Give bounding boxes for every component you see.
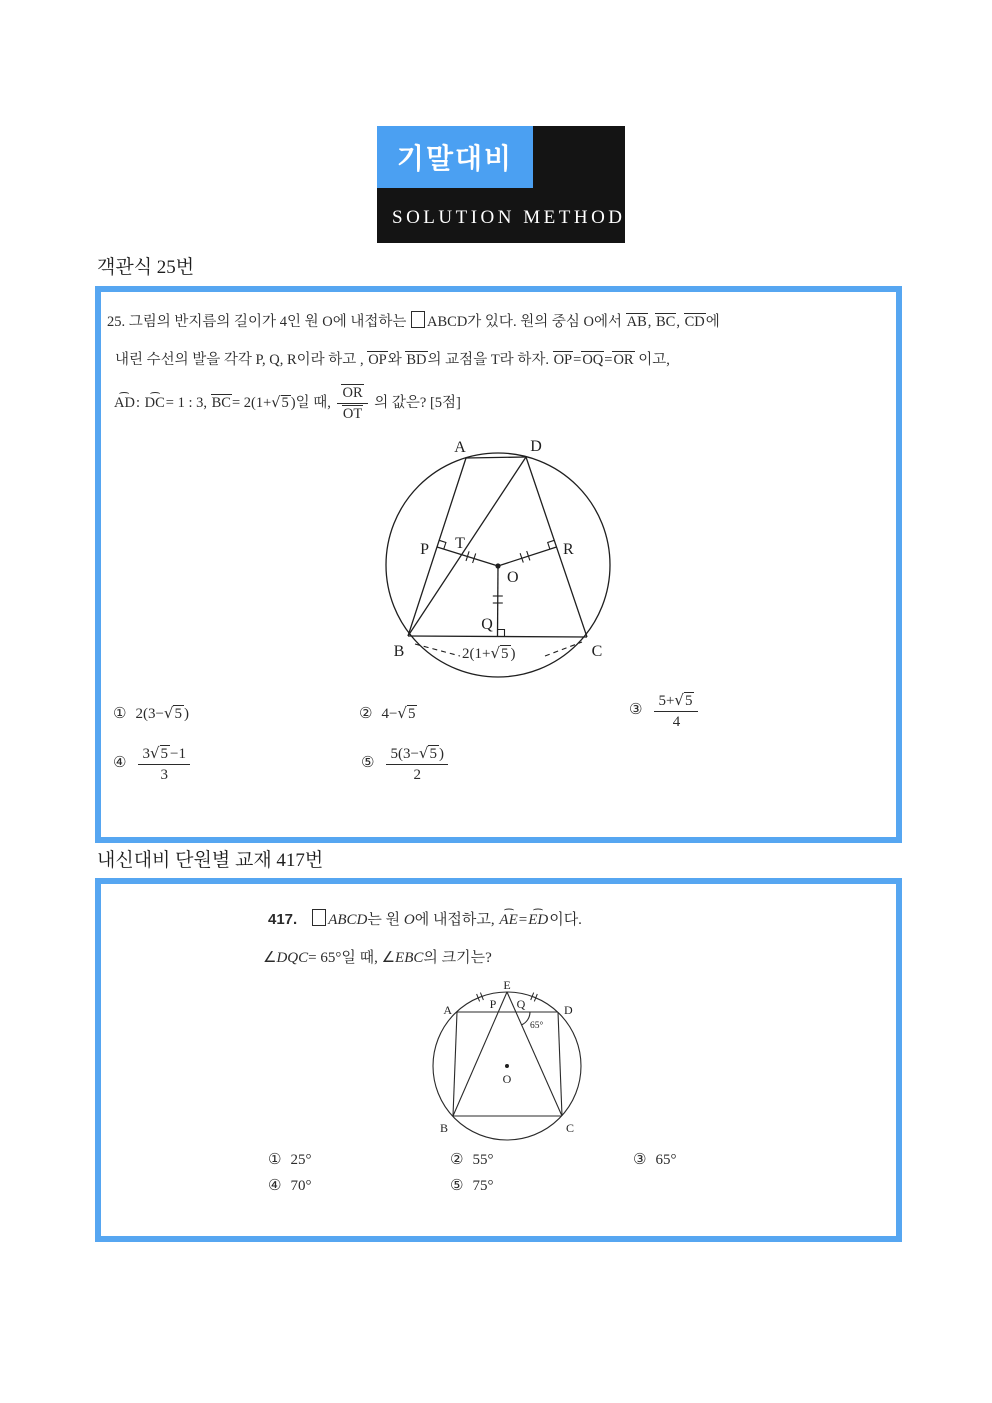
option-25-2 (359, 704, 417, 723)
fraction (386, 744, 448, 784)
fraction-denominator (342, 404, 363, 423)
label-D: D (564, 1003, 573, 1017)
text-run: = 2(1+ (231, 395, 272, 412)
fraction (654, 691, 698, 731)
problem-417-line-2 (263, 946, 492, 967)
segment-AB: AB (626, 314, 647, 330)
text-run: O (322, 314, 333, 330)
segment-OR: OR (613, 352, 634, 368)
radicand: 5 (281, 395, 289, 412)
segment-BD: BD (406, 352, 427, 368)
option-value: 55° (472, 1152, 494, 1168)
arc-ED (527, 903, 549, 929)
label-angle-65: 65° (530, 1021, 544, 1031)
text-run: 2(3− (135, 706, 164, 722)
label-Q: Q (516, 997, 526, 1011)
problem-box-25 (95, 286, 902, 843)
text-run: = 1 : 3, (165, 395, 211, 412)
segment-OQ (498, 566, 499, 637)
arc-hat-icon: ⌢ (148, 386, 161, 398)
logo-badge: 기말대비 (377, 126, 533, 188)
text-run: 가 있다. 원의 중심 (467, 314, 584, 330)
text-run: ) (438, 746, 444, 762)
text-run: , (647, 314, 656, 330)
text-run: ) (510, 646, 516, 662)
text-run: = (604, 352, 613, 368)
option-417-3 (633, 1150, 676, 1169)
option-25-1 (113, 704, 189, 723)
center-dot-O (495, 563, 500, 568)
sqrt-expression (150, 744, 170, 763)
label-Q: Q (481, 616, 493, 633)
text-run: EBC (395, 950, 424, 966)
sqrt-expression (490, 644, 510, 663)
fraction-OR-OT (337, 384, 367, 424)
label-P: P (489, 997, 497, 1011)
radical-icon: √ (418, 744, 429, 762)
quadrilateral-symbol (312, 909, 326, 926)
fraction-numerator (337, 384, 367, 404)
text-run: DQC (276, 950, 309, 966)
text-run: 25. 그림의 반지름의 길이가 4인 원 (107, 314, 323, 330)
sqrt-expression (164, 704, 184, 723)
dash-from-B (415, 644, 460, 656)
option-number: ③ (629, 700, 643, 719)
text-run: 에 내접하고, (414, 912, 499, 928)
segment-OP: OP (553, 352, 573, 368)
sqrt-expression (419, 744, 439, 763)
arc-hat-icon: ⌢ (502, 903, 515, 915)
label-P: P (420, 541, 429, 558)
arc-hat-icon: ⌢ (532, 903, 545, 915)
text-run: ABCD (427, 314, 468, 330)
radicand: 5 (407, 706, 416, 722)
text-run: 이다. (549, 912, 582, 928)
label-T: T (455, 535, 465, 552)
label-E: E (503, 980, 511, 992)
radicand: 5 (501, 646, 509, 662)
segment-OT: OT (342, 406, 363, 423)
option-number: ③ (633, 1150, 647, 1168)
chord-EC (507, 992, 562, 1116)
text-run: = (573, 352, 582, 368)
figure-labels (440, 980, 574, 1135)
text-run: 의 값은? [5점] (370, 395, 461, 412)
text-run: )일 때, (290, 395, 335, 412)
fraction-denominator: 4 (672, 714, 681, 730)
text-run: ABCD (328, 912, 368, 928)
sqrt-expression (271, 395, 291, 412)
chord-AB (453, 1012, 457, 1116)
sqrt-expression (674, 691, 694, 710)
text-run: , (676, 314, 684, 330)
option-number: ① (113, 704, 127, 722)
option-25-3 (629, 691, 701, 731)
fraction (138, 744, 190, 784)
option-number: ④ (113, 753, 127, 772)
chord-CD (558, 1012, 562, 1116)
text-run: 2(1+ (462, 646, 491, 662)
option-number: ② (359, 704, 373, 722)
section-heading-objective-25: 객관식 25번 (97, 257, 195, 278)
text-run: 에 내접하는 (332, 314, 410, 330)
text-run: O (403, 912, 415, 928)
option-25-5 (361, 744, 451, 784)
text-run: : (135, 395, 144, 412)
section-heading-textbook-417: 내신대비 단원별 교재 417번 (97, 850, 324, 871)
text-run: 에 (705, 314, 720, 330)
text-run: 3 (142, 746, 150, 762)
logo-subtitle: SOLUTION METHOD (392, 207, 626, 228)
right-angle-marks (439, 540, 554, 636)
problem-number: 417. (268, 911, 298, 928)
sqrt-expression (397, 704, 417, 723)
option-value: 70° (290, 1178, 312, 1194)
label-O: O (507, 569, 519, 586)
text-run: = (518, 912, 528, 928)
text-run: = 65°일 때, (308, 950, 382, 966)
radicand: 5 (160, 746, 169, 762)
text-run: 내린 수선의 발을 각각 P, Q, R이라 하고 , (115, 352, 368, 368)
problem-25-line-2 (115, 348, 670, 369)
text-run: 5(3− (390, 746, 419, 762)
option-number: ② (450, 1150, 464, 1168)
text-run: 와 (387, 352, 406, 368)
arc-AD (113, 386, 136, 412)
segment-CD: CD (684, 314, 705, 330)
text-run: 4− (381, 706, 398, 722)
segment-OR (498, 547, 557, 566)
text-run: 는 원 (367, 912, 404, 928)
problem-25-line-3 (113, 384, 461, 424)
arc-hat-icon: ⌢ (118, 386, 131, 398)
segment-BC: BC (656, 314, 676, 330)
text-run: 5+ (658, 693, 675, 709)
label-R: R (563, 541, 574, 558)
option-417-4 (268, 1176, 311, 1195)
quadrilateral-symbol (411, 311, 425, 328)
option-number: ⑤ (361, 753, 375, 772)
label-B: B (439, 1121, 449, 1135)
option-417-2 (450, 1150, 493, 1169)
label-D: D (530, 438, 542, 455)
option-value: 65° (655, 1152, 677, 1168)
arc-equal-ticks (477, 993, 538, 1002)
option-417-5 (450, 1176, 493, 1195)
text-run: 에서 (593, 314, 626, 330)
angle-arc-at-Q (522, 1012, 530, 1025)
label-C: C (565, 1121, 575, 1135)
radical-icon: √ (397, 704, 407, 722)
fraction-numerator (386, 744, 448, 765)
text-run: AD (114, 395, 135, 412)
arc-AE (498, 903, 518, 929)
radicand: 5 (429, 746, 437, 762)
fraction-denominator: 2 (413, 767, 421, 783)
brand-logo (377, 126, 625, 243)
option-value: 75° (472, 1178, 494, 1194)
segment-OQ: OQ (582, 352, 604, 368)
radicand: 5 (174, 706, 182, 722)
option-number: ⑤ (450, 1176, 464, 1194)
text-run: ) (183, 706, 189, 722)
option-25-4 (113, 744, 193, 784)
problem-417-line-1 (268, 903, 582, 929)
fraction-numerator (138, 744, 190, 765)
option-417-1 (268, 1150, 311, 1169)
fraction-numerator (654, 691, 698, 712)
option-value: 25° (290, 1152, 312, 1168)
text-run: 이고, (634, 352, 670, 368)
chord-AD (466, 457, 526, 458)
option-number: ④ (268, 1176, 282, 1194)
text-run: O (583, 314, 594, 330)
option-number: ① (268, 1150, 282, 1168)
segment-OP: OP (368, 352, 387, 368)
radical-icon: √ (674, 691, 684, 709)
angle-icon: ∠ (381, 948, 396, 966)
problem-box-417 (95, 878, 902, 1242)
bc-length-label (462, 644, 516, 663)
problem-25-line-1 (107, 310, 720, 331)
label-A: A (454, 439, 466, 456)
center-dot-O (505, 1064, 509, 1068)
radical-icon: √ (271, 395, 281, 412)
text-run: 의 크기는? (423, 950, 492, 966)
text-run: −1 (170, 746, 186, 762)
text-run: 의 교점을 T라 하자. (427, 352, 553, 368)
label-B: B (393, 643, 405, 660)
segment-OR: OR (342, 385, 363, 401)
segment-BC: BC (211, 395, 231, 412)
radical-icon: √ (149, 744, 160, 762)
right-angle-at-Q (498, 630, 505, 637)
label-C: C (591, 643, 603, 660)
label-A: A (443, 1003, 452, 1017)
label-O: O (502, 1072, 512, 1086)
radical-icon: √ (163, 704, 174, 722)
radical-icon: √ (490, 644, 501, 662)
fraction-denominator: 3 (160, 767, 168, 783)
text-run: AE (499, 912, 518, 928)
text-run: DC (144, 395, 165, 412)
chord-EB (453, 992, 507, 1116)
arc-DC (144, 386, 166, 412)
text-run: ED (528, 912, 549, 928)
figure-circle-inscribed-quadrilateral-417 (400, 980, 615, 1145)
radicand: 5 (684, 693, 693, 709)
angle-icon: ∠ (263, 948, 277, 966)
